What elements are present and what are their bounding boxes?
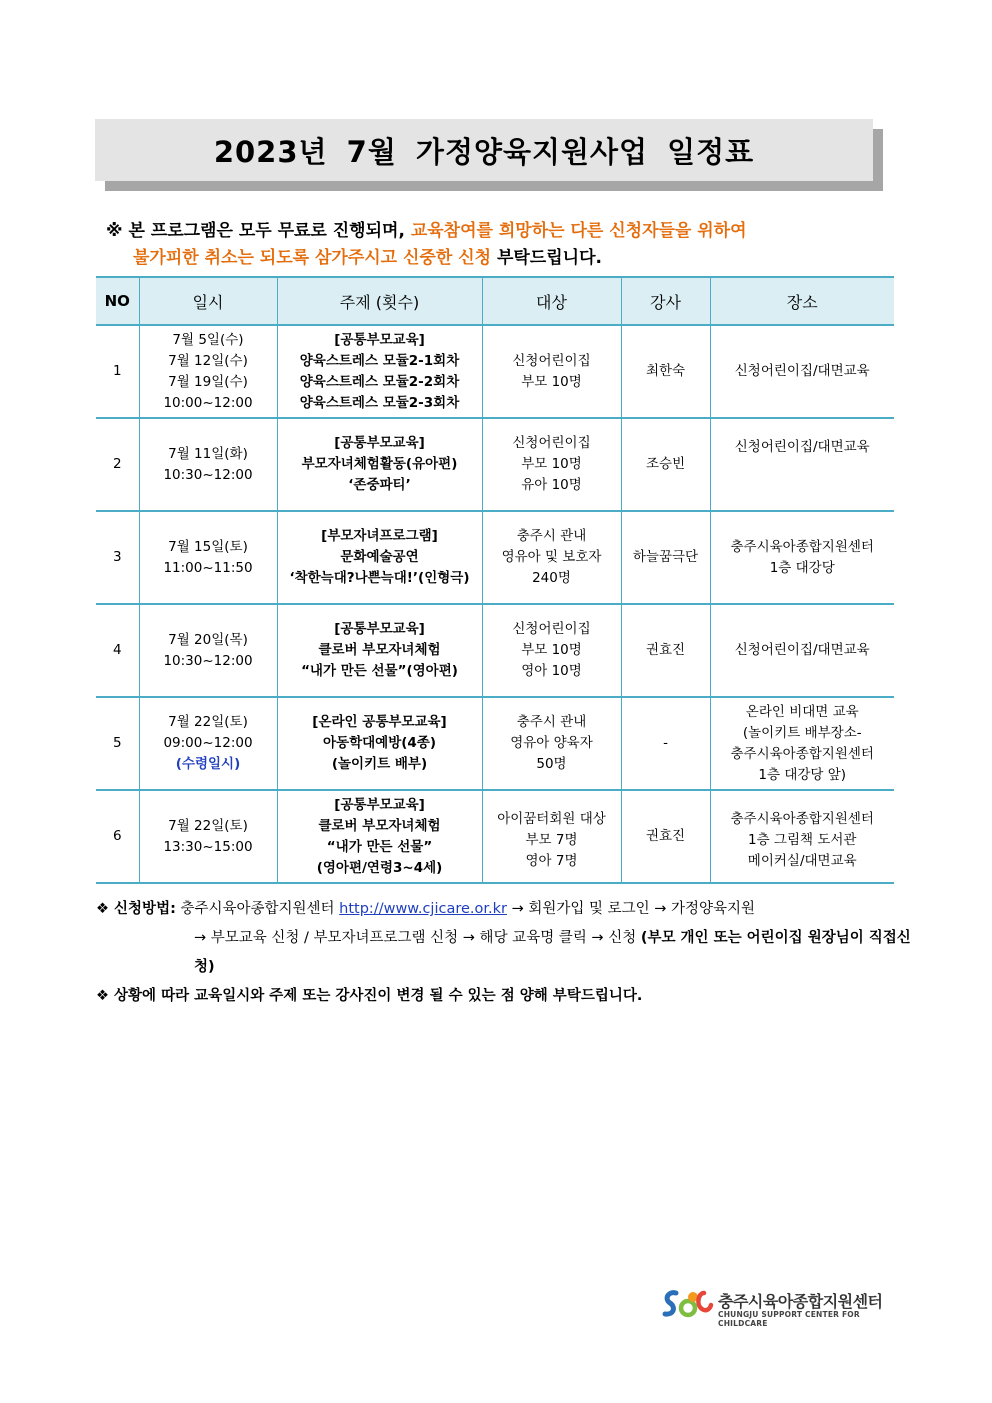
cell-place <box>710 697 894 790</box>
place-line: 메이커실/대면교육 <box>747 853 857 869</box>
time-line: 13:30~15:00 <box>163 838 253 855</box>
center-name-ko: 충주시육아종합지원센터 <box>718 1292 883 1311</box>
target-line: 아이꿈터회원 대상 <box>497 811 606 827</box>
notice-line-2 <box>106 245 906 272</box>
place-line: 1층 대강당 앞) <box>758 766 847 783</box>
date-line: 7월 19일(수) <box>168 373 248 390</box>
cell-no: 3 <box>96 511 139 604</box>
notice-line-1 <box>106 218 906 245</box>
target-line: 부모 10명 <box>521 456 582 472</box>
place-line: 신청어린이집/대면교육 <box>734 642 870 658</box>
cell-no: 6 <box>96 790 139 883</box>
target-line: 유아 10명 <box>521 477 582 493</box>
topic-line: ‘착한늑대?나쁜늑대!’(인형극) <box>289 570 470 586</box>
center-logo <box>662 1287 902 1328</box>
table-row <box>96 697 894 790</box>
cell-date <box>139 697 277 790</box>
target-line: 충주시 관내 <box>516 714 587 730</box>
cell-date <box>139 604 277 697</box>
notice <box>106 218 906 272</box>
cell-target <box>482 604 621 697</box>
place-line: 온라인 비대면 교육 <box>745 703 859 720</box>
header-lecturer: 강사 <box>621 277 710 325</box>
notice-highlight-1: 교육참여를 희망하는 다른 신청자들을 위하여 <box>410 221 747 241</box>
topic-line: 문화예술공연 <box>340 549 419 565</box>
date-line: 7월 22일(토) <box>168 714 248 730</box>
cell-lecturer: 권효진 <box>621 790 710 883</box>
cell-target <box>482 697 621 790</box>
website-link[interactable]: http://www.cjicare.or.kr <box>339 901 507 917</box>
topic-line: 양육스트레스 모듈2-1회차 <box>299 352 460 369</box>
topic-line: 클로버 부모자녀체험 <box>318 642 441 658</box>
date-line: 7월 22일(토) <box>168 817 248 834</box>
topic-line: ‘존중파티’ <box>348 477 411 493</box>
cell-topic <box>277 325 482 418</box>
cell-place <box>710 325 894 418</box>
cell-place <box>710 604 894 697</box>
topic-line: [공통부모교육] <box>334 435 425 451</box>
cell-no: 1 <box>96 325 139 418</box>
cell-no: 4 <box>96 604 139 697</box>
header-date: 일시 <box>139 277 277 325</box>
cell-place <box>710 790 894 883</box>
header-target: 대상 <box>482 277 621 325</box>
date-line: 7월 11일(화) <box>168 445 248 462</box>
target-line: 신청어린이집 <box>512 435 591 451</box>
application-method-steps <box>96 924 916 982</box>
target-line: 부모 10명 <box>521 642 582 658</box>
date-line: 7월 15일(토) <box>168 538 248 555</box>
time-line: 10:30~12:00 <box>163 466 253 483</box>
cell-topic <box>277 418 482 511</box>
cell-topic <box>277 697 482 790</box>
topic-line: “내가 만든 선물”(영아편) <box>301 663 458 679</box>
target-line: 240명 <box>532 570 571 586</box>
table-row <box>96 604 894 697</box>
cell-lecturer: 조승빈 <box>621 418 710 511</box>
place-line: (놀이키트 배부장소- <box>742 724 862 741</box>
notice-highlight-2: 불가피한 취소는 되도록 삼가주시고 신중한 신청 <box>133 248 492 268</box>
center-name-en: CHUNGJU SUPPORT CENTER FOR CHILDCARE <box>718 1310 860 1328</box>
date-line: 7월 20일(목) <box>168 631 248 648</box>
cell-date <box>139 511 277 604</box>
target-line: 영유아 양육자 <box>510 735 593 751</box>
cell-target <box>482 511 621 604</box>
cell-place <box>710 418 894 511</box>
topic-line: 양육스트레스 모듈2-2회차 <box>299 373 460 390</box>
place-line: 1층 대강당 <box>769 559 835 576</box>
time-line: 11:00~11:50 <box>163 559 253 576</box>
title-banner <box>95 119 883 191</box>
topic-line: “내가 만든 선물” <box>326 838 433 855</box>
cell-target <box>482 418 621 511</box>
cell-topic <box>277 790 482 883</box>
cell-topic <box>277 604 482 697</box>
notes <box>96 895 916 1011</box>
cell-lecturer: 권효진 <box>621 604 710 697</box>
topic-line: 부모자녀체험활동(유아편) <box>301 456 458 472</box>
cell-target <box>482 790 621 883</box>
topic-line: (놀이키트 배부) <box>331 756 428 772</box>
target-line: 충주시 관내 <box>516 528 587 544</box>
target-line: 영아 10명 <box>521 663 582 679</box>
time-line: 10:30~12:00 <box>163 652 253 669</box>
target-line: 신청어린이집 <box>512 621 591 637</box>
place-line: 신청어린이집/대면교육 <box>734 439 870 455</box>
place-line: 충주시육아종합지원센터 <box>730 538 874 555</box>
table-row <box>96 790 894 883</box>
schedule-table <box>96 276 894 884</box>
topic-line: [온라인 공통부모교육] <box>312 714 447 730</box>
target-line: 부모 7명 <box>525 832 578 848</box>
cell-target <box>482 325 621 418</box>
topic-line: [부모자녀프로그램] <box>321 528 438 544</box>
time-line: 10:00~12:00 <box>163 394 253 411</box>
target-line: 영유아 및 보호자 <box>501 549 602 565</box>
method-text: 충주시육아종합지원센터 <box>175 901 340 917</box>
time-line: 09:00~12:00 <box>163 735 253 751</box>
place-line: 충주시육아종합지원센터 <box>730 745 874 762</box>
cell-lecturer: 최한숙 <box>621 325 710 418</box>
topic-line: 양육스트레스 모듈2-3회차 <box>299 394 460 411</box>
method-steps-text: → 부모교육 신청 / 부모자녀프로그램 신청 → 해당 교육명 클릭 → 신청 <box>194 930 641 946</box>
table-row <box>96 325 894 418</box>
table-header-row <box>96 277 894 325</box>
cell-lecturer: - <box>621 697 710 790</box>
cell-date <box>139 325 277 418</box>
page-title: 2023년 7월 가정양육지원사업 일정표 <box>95 119 873 181</box>
cell-place <box>710 511 894 604</box>
method-label: ❖ 신청방법: <box>96 901 176 917</box>
notice-text: ※ 본 프로그램은 모두 무료로 진행되며, <box>106 221 411 241</box>
cell-no: 5 <box>96 697 139 790</box>
table-row <box>96 418 894 511</box>
method-steps-note: (부모 개인 또는 어린이집 원장님이 직접신청) <box>194 930 911 975</box>
topic-line: (영아편/연령3~4세) <box>316 859 443 876</box>
target-line: 50명 <box>536 756 567 772</box>
method-text-2: → 회원가입 및 로그인 → 가정양육지원 <box>506 901 756 917</box>
cell-date <box>139 418 277 511</box>
date-line: 7월 12일(수) <box>168 352 248 369</box>
place-line: 신청어린이집/대면교육 <box>734 363 870 379</box>
notice-text-end: 부탁드립니다. <box>491 248 602 268</box>
place-line: 충주시육아종합지원센터 <box>730 811 874 827</box>
date-line: 7월 5일(수) <box>172 331 244 348</box>
target-line: 부모 10명 <box>521 373 582 390</box>
topic-line: [공통부모교육] <box>334 331 425 348</box>
cell-date <box>139 790 277 883</box>
topic-line: 아동학대예방(4종) <box>322 735 437 751</box>
target-line: 신청어린이집 <box>512 352 591 369</box>
cell-topic <box>277 511 482 604</box>
topic-line: [공통부모교육] <box>334 796 425 813</box>
cell-no: 2 <box>96 418 139 511</box>
center-logo-icon <box>662 1287 716 1321</box>
place-line: 1층 그림책 도서관 <box>748 832 857 848</box>
topic-line: [공통부모교육] <box>334 621 425 637</box>
pickup-note: (수령일시) <box>175 756 241 772</box>
header-no: NO <box>96 277 139 325</box>
header-topic: 주제 (횟수) <box>277 277 482 325</box>
table-row <box>96 511 894 604</box>
target-line: 영아 7명 <box>525 853 578 869</box>
change-notice: ❖ 상황에 따라 교육일시와 주제 또는 강사진이 변경 될 수 있는 점 양해 부탁드립니다. <box>96 988 643 1004</box>
topic-line: 클로버 부모자녀체험 <box>318 817 441 834</box>
header-place: 장소 <box>710 277 894 325</box>
cell-lecturer: 하늘꿈극단 <box>621 511 710 604</box>
application-method <box>96 895 916 924</box>
